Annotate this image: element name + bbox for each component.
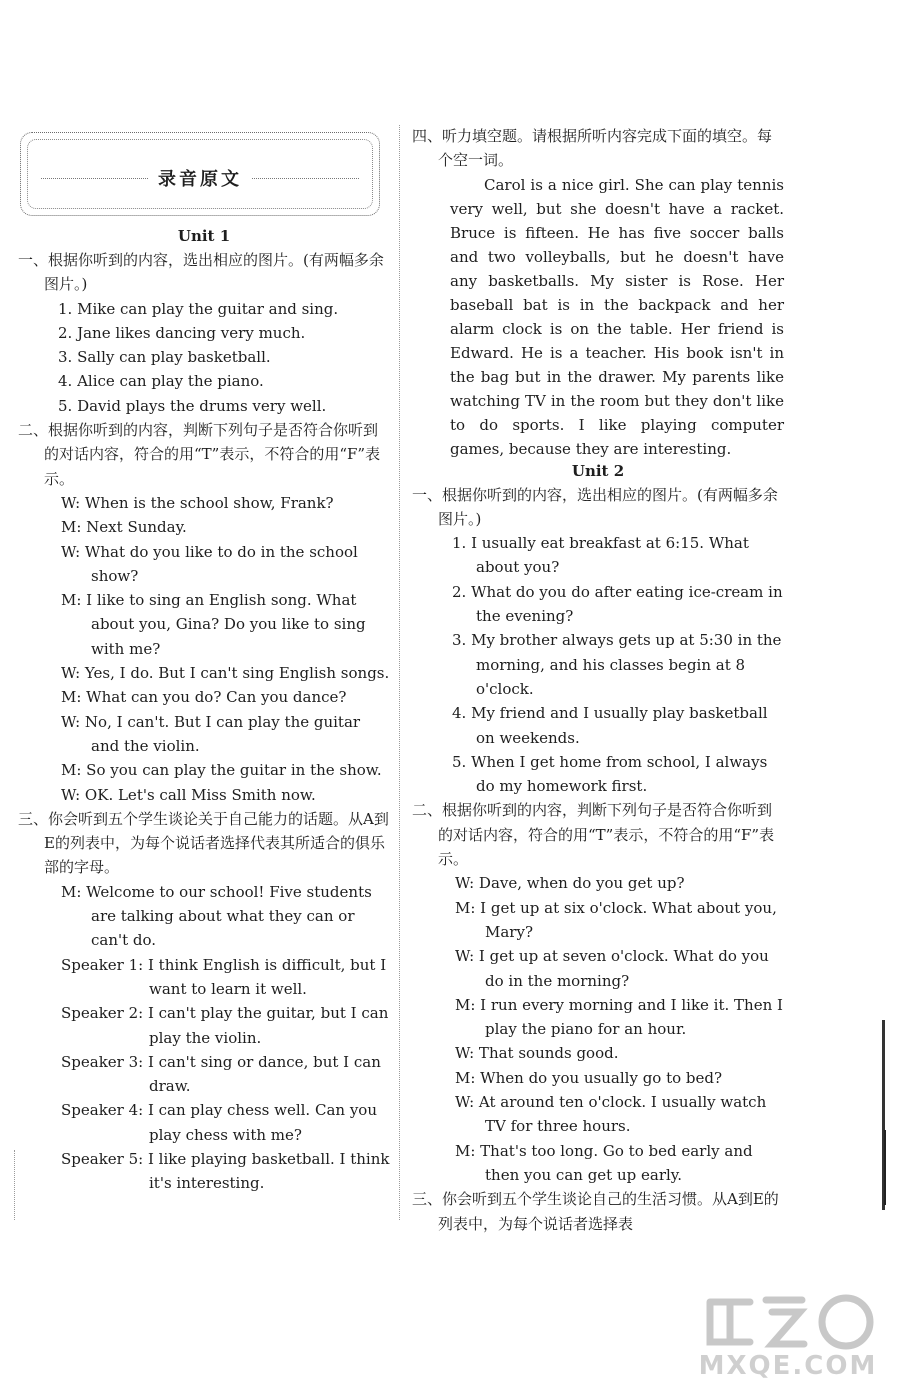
dialogue-line: M: Next Sunday. xyxy=(61,518,187,537)
speaker-line: Speaker 3: I can't sing or dance, but I can draw. xyxy=(61,1052,381,1096)
dialogue-line: M: When do you usually go to bed? xyxy=(455,1068,723,1087)
passage: Carol is a nice girl. She can play tennis very well, but she doesn't have a racket. Bruce is fifteen. He has five soccer balls and two volleyballs, but he doesn't have any basketballs. My sister is Rose. Her baseball bat is in the backpack and her alarm clock is on the table. Her friend is Edward. He is a teacher. His book isn't in the bag but in the drawer. My parents like watching TV in the room but they don't like to do sports. I like playing computer games, because they are interesting. xyxy=(450,175,784,458)
dialogue-line: M: I run every morning and I like it. Then I play the piano for an hour. xyxy=(455,995,783,1039)
dialogue-line: W: No, I can't. But I can play the guitar and the violin. xyxy=(61,712,361,755)
dialogue-line: W: What do you like to do in the school show? xyxy=(61,542,358,585)
list-item: 1. I usually eat breakfast at 6:15. What about you? xyxy=(452,534,749,577)
speaker-line: Speaker 2: I can't play the guitar, but I can play the violin. xyxy=(61,1004,389,1047)
column-divider xyxy=(399,125,400,1220)
list-item: 4. My friend and I usually play basketball on weekends. xyxy=(452,704,768,747)
list-item: 5. David plays the drums very well. xyxy=(58,396,327,415)
u1-section-3-heading: 三、你会听到五个学生谈论关于自己能力的话题。从A到E的列表中，为每个说话者选择代表其所适合的俱乐部的字母。 xyxy=(18,809,389,877)
dialogue-line: M: I like to sing an English song. What about you, Gina? Do you like to sing with me? xyxy=(61,591,366,658)
watermark-glyphs xyxy=(710,1298,870,1346)
watermark-circle xyxy=(822,1298,870,1346)
dialogue-line: W: I get up at seven o'clock. What do you do in the morning? xyxy=(455,947,769,990)
u1-section-1-heading: 一、根据你听到的内容，选出相应的图片。(有两幅多余图片。) xyxy=(18,251,384,294)
list-item: 2. Jane likes dancing very much. xyxy=(58,323,306,342)
dialogue-line: M: Welcome to our school! Five students are talking about what they can or can't do. xyxy=(61,882,372,950)
dialogue-line: W: That sounds good. xyxy=(455,1044,619,1063)
dialogue-line: M: What can you do? Can you dance? xyxy=(61,688,347,707)
dialogue-line: M: I get up at six o'clock. What about you, Mary? xyxy=(455,898,777,941)
unit-1-heading: Unit 1 xyxy=(177,227,231,245)
dialogue-line: W: OK. Let's call Miss Smith now. xyxy=(61,785,316,804)
u1-section-4-heading: 四、听力填空题。请根据所听内容完成下面的填空。每个空一词。 xyxy=(412,127,773,170)
dialogue-line: W: When is the school show, Frank? xyxy=(61,493,334,512)
speaker-line: Speaker 5: I like playing basketball. I think it's interesting. xyxy=(61,1149,390,1193)
title-box xyxy=(20,132,380,216)
list-item: 1. Mike can play the guitar and sing. xyxy=(58,299,339,318)
left-margin-line xyxy=(14,1150,15,1220)
list-item: 2. What do you do after eating ice-cream in the evening? xyxy=(452,582,783,626)
watermark-text: MXQE.COM xyxy=(698,1351,878,1381)
watermark-logo xyxy=(688,1282,888,1382)
dialogue-line: W: At around ten o'clock. I usually watch TV for three hours. xyxy=(455,1093,767,1136)
dialogue-line: M: So you can play the guitar in the show. xyxy=(61,761,382,780)
speaker-line: Speaker 1: I think English is difficult, but I want to learn it well. xyxy=(61,955,387,998)
edge-scan-mark xyxy=(884,1130,886,1205)
u1-section-2-heading: 二、根据你听到的内容，判断下列句子是否符合你听到的对话内容，符合的用“T”表示，不符合的用“F”表示。 xyxy=(18,421,381,488)
left-column xyxy=(18,120,390,1196)
unit-2-heading: Unit 2 xyxy=(571,461,625,480)
dialogue-line: M: That's too long. Go to bed early and then you can get up early. xyxy=(455,1141,753,1184)
u2-section-3-heading: 三、你会听到五个学生谈论自己的生活习惯。从A到E的列表中，为每个说话者选择表 xyxy=(412,1190,779,1233)
u2-section-1-heading: 一、根据你听到的内容，选出相应的图片。(有两幅多余图片。) xyxy=(412,485,778,528)
watermark-glyph xyxy=(766,1300,804,1344)
title-dots-left xyxy=(41,178,148,179)
list-item: 3. Sally can play basketball. xyxy=(58,348,271,367)
speaker-line: Speaker 4: I can play chess well. Can you play chess with me? xyxy=(61,1101,377,1144)
watermark-glyph xyxy=(710,1302,750,1342)
title-row xyxy=(41,165,359,191)
list-item: 4. Alice can play the piano. xyxy=(58,372,264,391)
right-column xyxy=(412,124,784,1236)
dialogue-line: W: Dave, when do you get up? xyxy=(455,874,685,893)
page-title: 录音原文 xyxy=(158,169,242,190)
dialogue-line: W: Yes, I do. But I can't sing English songs. xyxy=(61,664,390,683)
list-item: 5. When I get home from school, I always do my homework first. xyxy=(452,752,768,796)
title-dots-right xyxy=(252,178,359,179)
list-item: 3. My brother always gets up at 5:30 in the morning, and his classes begin at 8 o'clock. xyxy=(452,631,782,698)
u2-section-2-heading: 二、根据你听到的内容，判断下列句子是否符合你听到的对话内容，符合的用“T”表示，不符合的用“F”表示。 xyxy=(412,801,775,869)
